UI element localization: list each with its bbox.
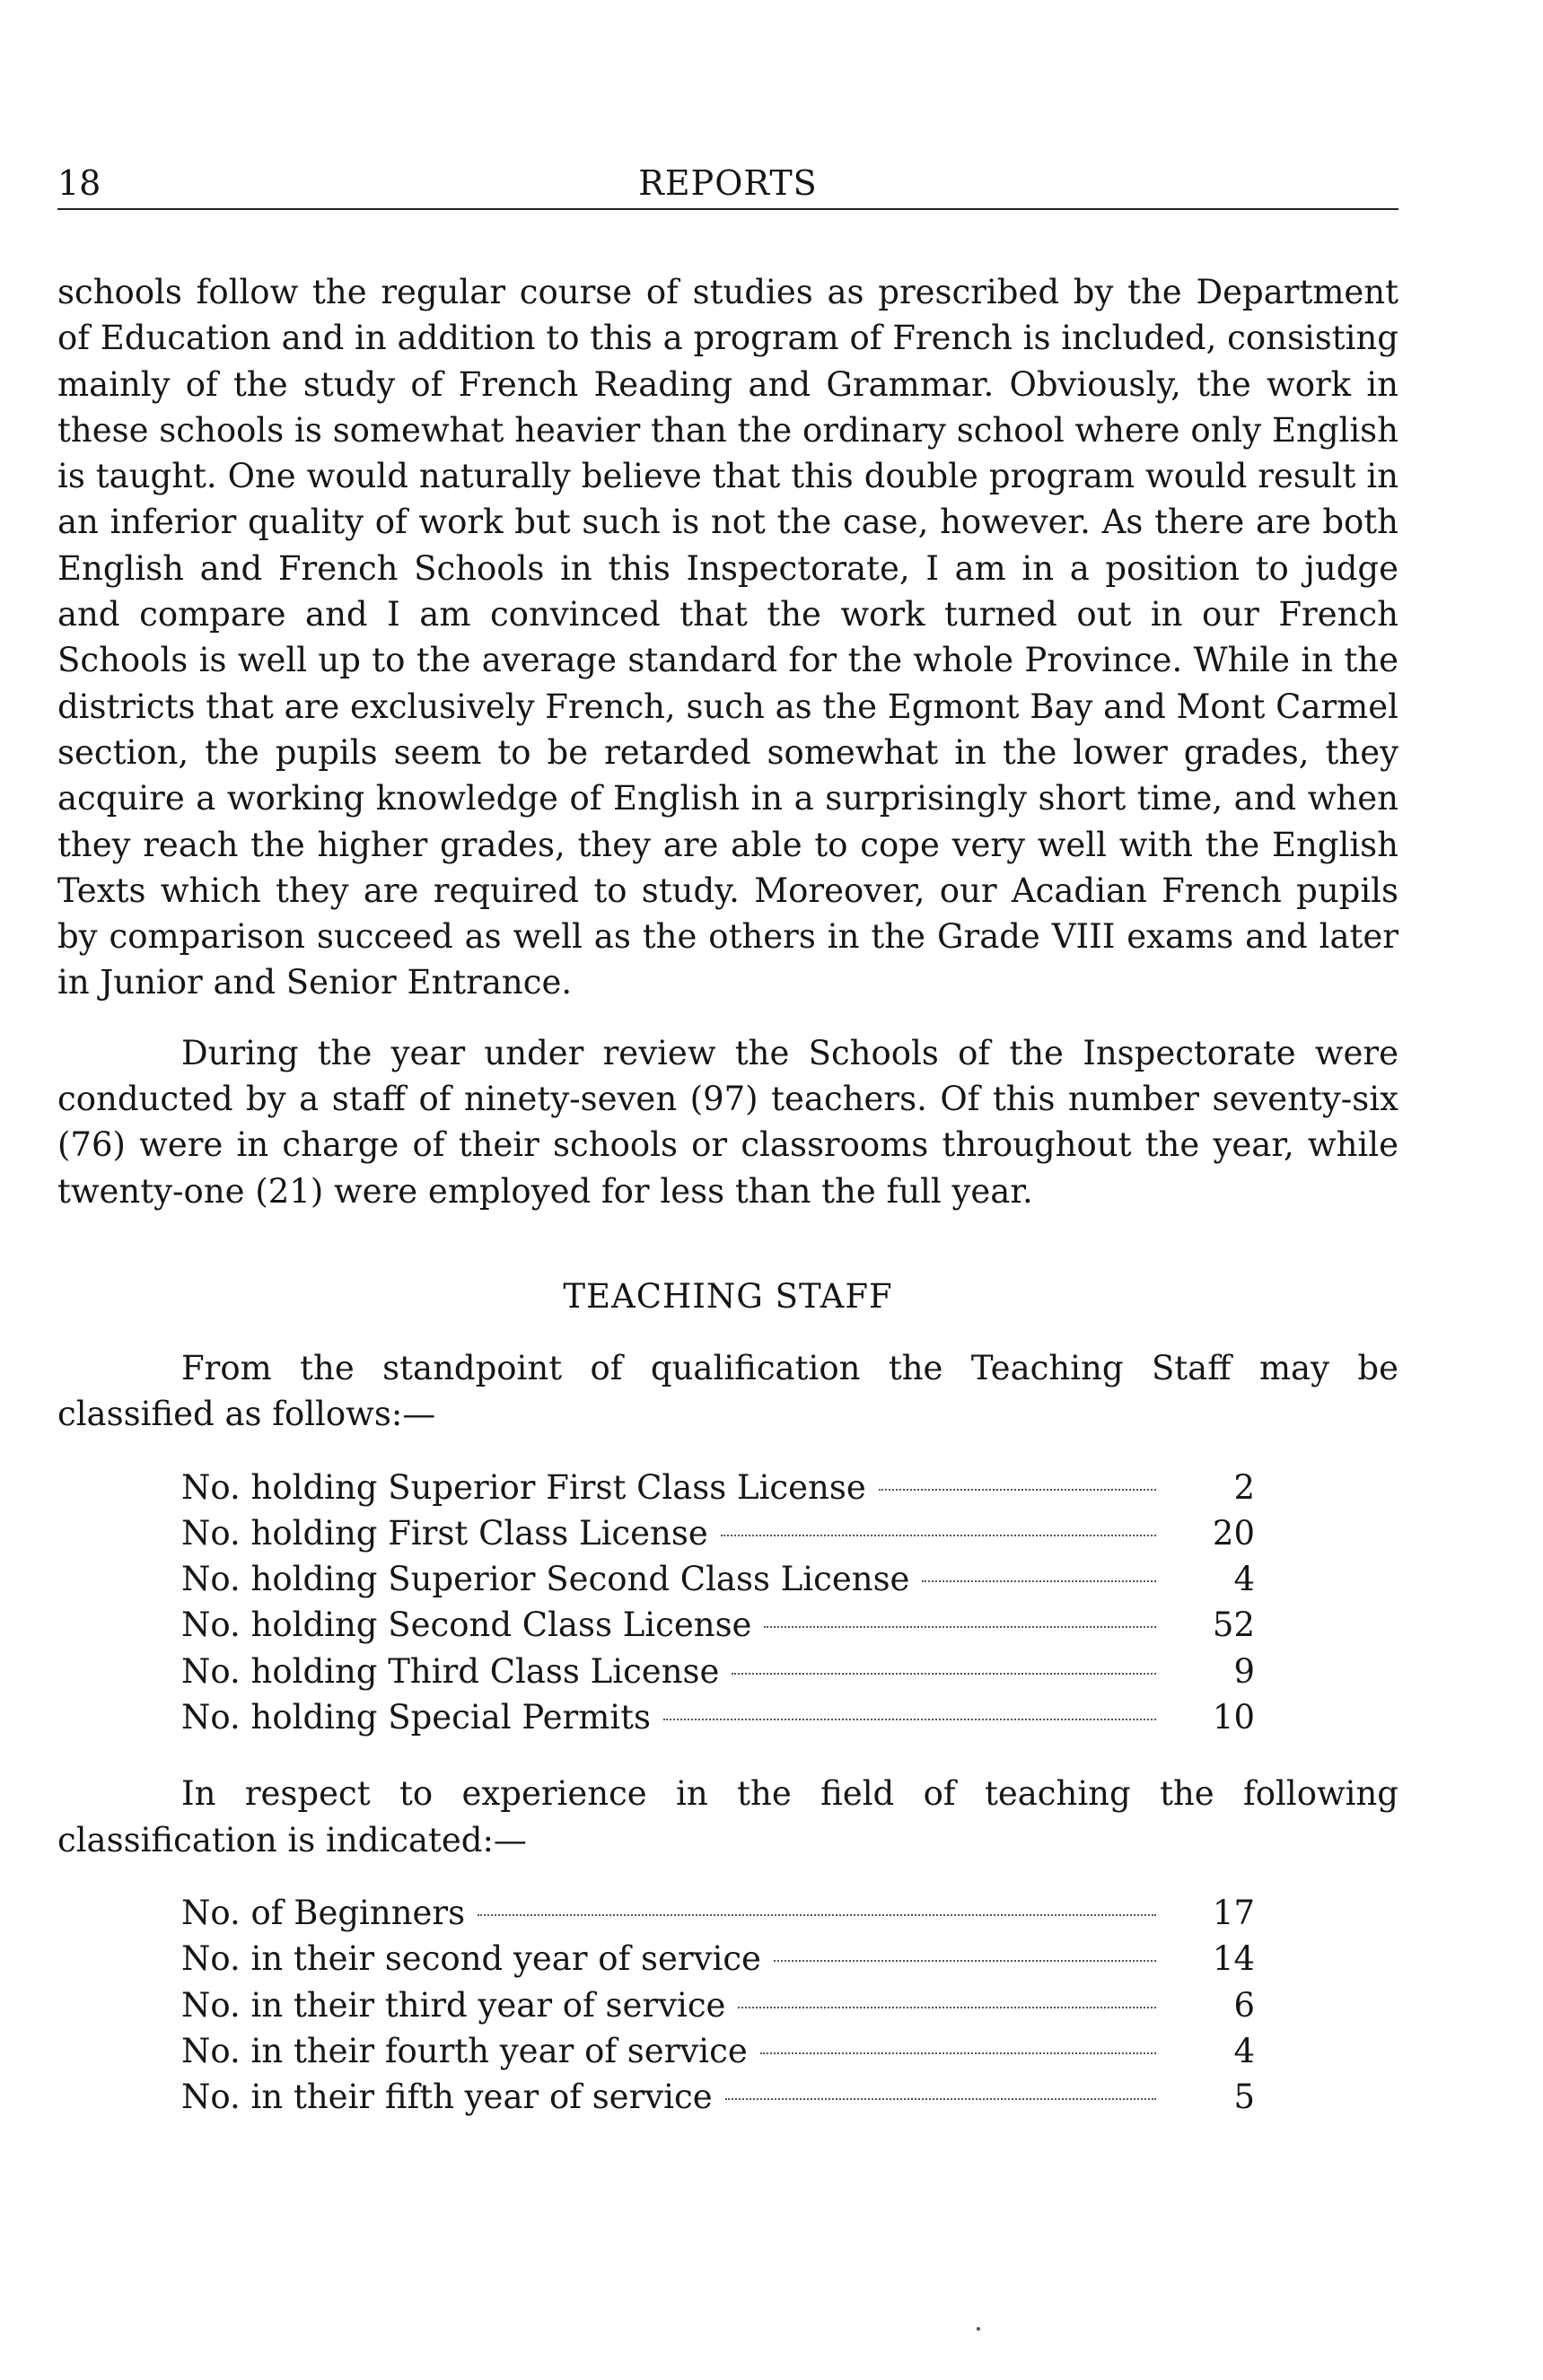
paragraph-staff-count: During the year under review the Schools of the Inspectorate were conducted by a staff of ninety-seven (97) teachers. Of this number seventy-six (76) were in charge of their schools or classrooms throughout the year, while twenty-one (21) were employed for less than the full year. [57, 1033, 1398, 1211]
row-value: 52 [1212, 1606, 1255, 1645]
running-head: REPORTS [638, 163, 818, 203]
row-value: 6 [1233, 1985, 1255, 2025]
row-label: No. in their third year of service [181, 1985, 726, 2025]
row-value: 4 [1233, 1560, 1255, 1599]
dot-leader [663, 1719, 1156, 1720]
row-label: No. in their fifth year of service [181, 2078, 713, 2117]
table-row [181, 1465, 1255, 1510]
table-row [181, 2028, 1255, 2074]
row-value: 20 [1212, 1513, 1255, 1553]
row-value: 14 [1212, 1939, 1255, 1979]
dot-leader [879, 1489, 1156, 1491]
row-value: 2 [1233, 1467, 1255, 1507]
dot-leader [774, 1960, 1156, 1962]
row-label: No. holding Superior First Class License [181, 1467, 866, 1507]
row-label: No. holding Special Permits [181, 1698, 651, 1737]
table-row [181, 1510, 1255, 1556]
row-label: No. holding Superior Second Class License [181, 1560, 910, 1599]
row-label: No. in their second year of service [181, 1939, 761, 1979]
page-header [57, 162, 1398, 210]
page-number: 18 [57, 163, 101, 203]
table-row [181, 1602, 1255, 1648]
table-row [181, 1936, 1255, 1982]
qualification-table [181, 1465, 1255, 1741]
page-body [57, 269, 1398, 2120]
dot-leader [725, 2098, 1156, 2100]
stray-mark [977, 2327, 980, 2331]
row-value: 17 [1212, 1893, 1255, 1932]
dot-leader [738, 2007, 1156, 2008]
table-row [181, 1649, 1255, 1694]
table-row [181, 1694, 1255, 1740]
dot-leader [760, 2052, 1156, 2054]
row-value: 5 [1233, 2078, 1255, 2117]
report-page [57, 162, 1398, 2150]
row-value: 9 [1233, 1651, 1255, 1691]
row-label: No. in their fourth year of service [181, 2031, 748, 2070]
row-label: No. holding First Class License [181, 1513, 708, 1553]
dot-leader [922, 1580, 1156, 1582]
table-row [181, 2074, 1255, 2120]
qualification-intro: From the standpoint of qualification the Teaching Staff may be classified as follows:— [57, 1348, 1398, 1434]
table-row [181, 1556, 1255, 1602]
table-row [181, 1890, 1255, 1936]
experience-table [181, 1890, 1255, 2120]
dot-leader [732, 1673, 1156, 1675]
row-label: No. holding Second Class License [181, 1606, 752, 1645]
dot-leader [478, 1914, 1156, 1916]
section-heading-teaching-staff: TEACHING STAFF [563, 1276, 893, 1316]
dot-leader [764, 1626, 1156, 1628]
row-value: 10 [1212, 1698, 1255, 1737]
dot-leader [721, 1535, 1156, 1536]
row-label: No. holding Third Class License [181, 1651, 720, 1691]
paragraph-french-schools: schools follow the regular course of studies as prescribed by the Department of Education and in addition to this a program of French is included, consisting mainly of the study of French Reading and Grammar. Obviously, the work in these schools is somewhat heavier than the ordinary school where only English is taught. One would naturally believe that this double program would result in an inferior quality of work but such is not the case, however. As there are both English and French Schools in this Inspectorate, I am in a position to judge and compare and I am convinced that the work turned out in our French Schools is well up to the average standard for the whole Province. While in the districts that are exclusively French, such as the Egmont Bay and Mont Carmel section, the pupils seem to be retarded somewhat in the lower grades, they acquire a working knowledge of English in a surprisingly short time, and when they reach the higher grades, they are able to cope very well with the English Texts which they are required to study. Moreover, our Acadian French pupils by comparison succeed as well as the others in the Grade VIII exams and later in Junior and Senior Entrance. [57, 273, 1399, 1002]
table-row [181, 1982, 1255, 2028]
row-value: 4 [1233, 2031, 1255, 2070]
experience-intro: In respect to experience in the field of teaching the following classification is indicated:— [57, 1774, 1398, 1859]
row-label: No. of Beginners [181, 1893, 466, 1932]
